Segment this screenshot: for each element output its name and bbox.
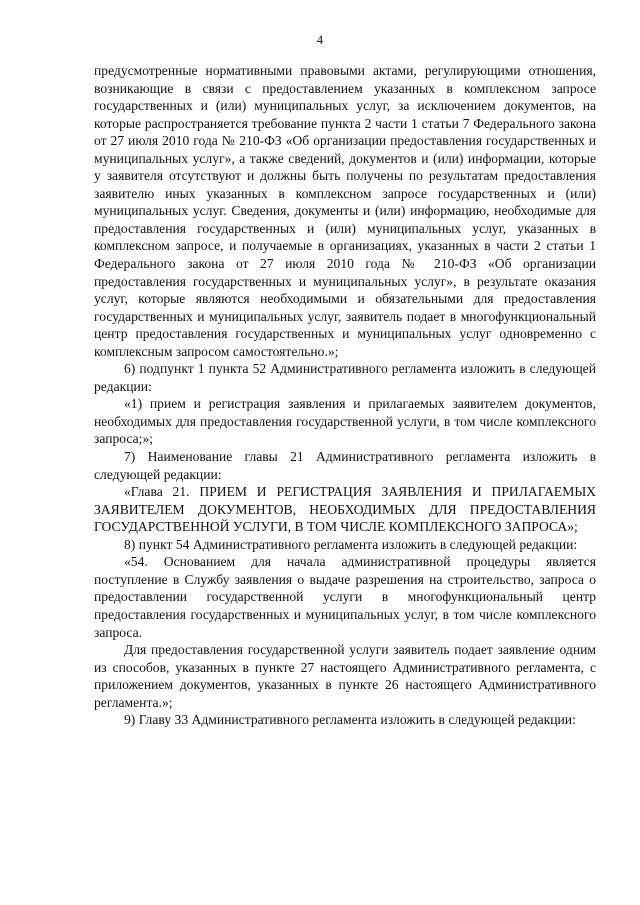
paragraph-item-9: 9) Главу 33 Административного регламента изложить в следующей редакции: (124, 712, 576, 728)
paragraph-continuation: предусмотренные нормативными правовыми актами, регулирующими отношения, возникающие в связи с предоставлением указанных в комплексном запросе государственных и (или) муниципальных услуг, за исключением документов, на которые распространяется требование пункта 2 части 1 статьи 7 Федерального закона от 27 июля 2010 года № 210-ФЗ «Об организации предоставления государственных и муниципальных услуг», а также сведений, документов и (или) информации, которые у заявителя отсутствуют и должны быть получены по результатам предоставления заявителю иных указанных в комплексном запросе государственных и (или) муниципальных услуг. Сведения, документы и (или) информацию, необходимые для предоставления государственных и (или) муниципальных услуг, указанных в комплексном запросе, и получаемые в организациях, указанных в части 2 статьи 1 Федерального закона от 27 июля 2010 года № 210-ФЗ «Об организации предоставления государственных и муниципальных услуг», в результате оказания услуг, которые являются необходимыми и обязательными для предоставления государственных и муниципальных услуг, заявитель подает в многофункциональный центр предоставления государственных и муниципальных услуг одновременно с комплексным запросом самостоятельно.»; (94, 63, 596, 359)
page-number: 4 (316, 33, 324, 47)
paragraph-item-7: 7) Наименование главы 21 Административного регламента изложить в следующей редакции: (94, 449, 596, 482)
paragraph-chapter-21-title: «Глава 21. ПРИЕМ И РЕГИСТРАЦИЯ ЗАЯВЛЕНИЯ И ПРИЛАГАЕМЫХ ЗАЯВИТЕЛЕМ ДОКУМЕНТОВ, НЕОБХОДИМЫХ ДЛЯ ПРЕДОСТАВЛЕНИЯ ГОСУДАРСТВЕННОЙ УСЛУГИ, В ТОМ ЧИСЛЕ КОМПЛЕКСНОГО ЗАПРОСА»; (94, 484, 596, 535)
paragraph-item-54: «54. Основанием для начала административной процедуры является поступление в Службу заявления о выдаче разрешения на строительство, запроса о предоставлении государственной услуги в многофункциональный центр предоставления государственных и муниципальных услуг, в том числе комплексного запроса. (94, 554, 596, 640)
paragraph-item-6: 6) подпункт 1 пункта 52 Административного регламента изложить в следующей редакции: (94, 361, 596, 394)
paragraph-item-6-text: «1) прием и регистрация заявления и прилагаемых заявителем документов, необходимых для предоставления государственной услуги, в том числе комплексного запроса;»; (94, 396, 596, 447)
paragraph-submission: Для предоставления государственной услуги заявитель подает заявление одним из способов, указанных в пункте 27 настоящего Административного регламента, с приложением документов, указанных в пункте 26 настоящего Административного регламента.»; (94, 642, 596, 710)
document-body (94, 62, 596, 729)
paragraph-item-8: 8) пункт 54 Административного регламента изложить в следующей редакции: (124, 536, 578, 552)
